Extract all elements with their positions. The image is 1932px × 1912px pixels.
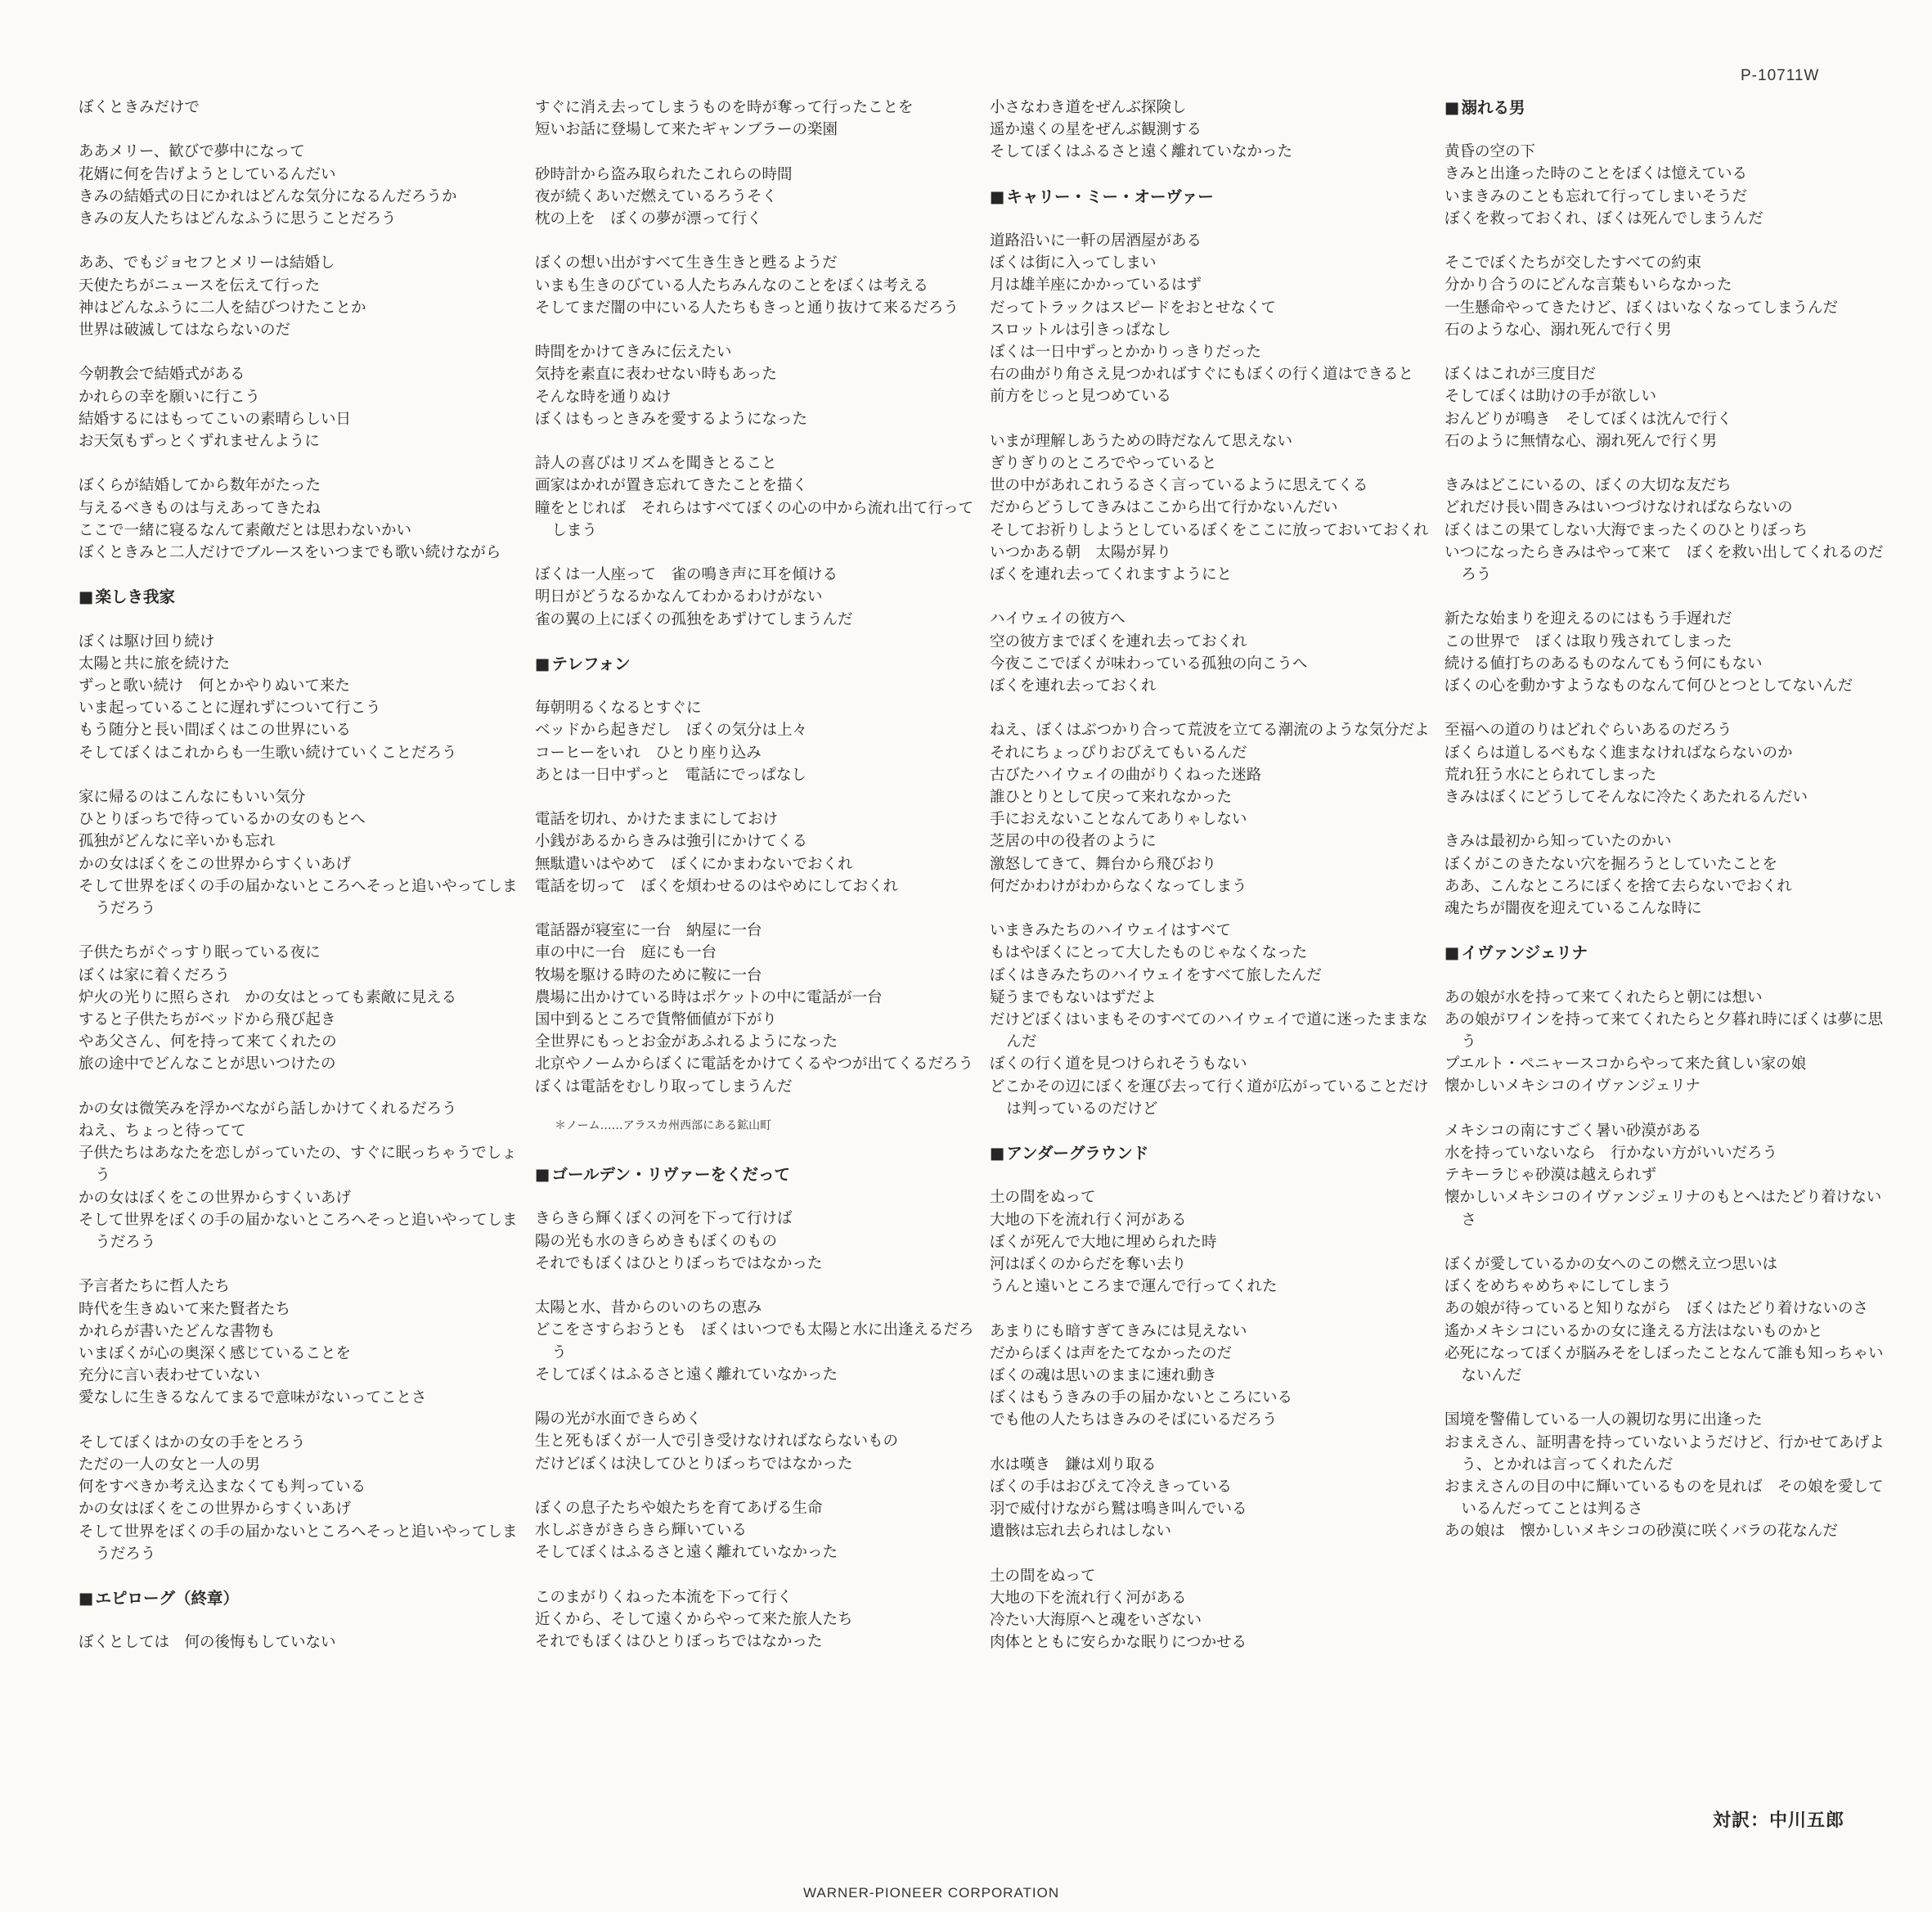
lyric-line: どれだけ長い間きみはいつづけなければならないの xyxy=(1445,499,1793,517)
lyric-line: 孤独がどんなに辛いかも忘れ xyxy=(79,833,276,851)
lyric-line: かれらの幸を願いに行こう xyxy=(79,388,261,406)
lyric-stanza xyxy=(79,786,520,920)
lyric-line: 小銭があるからきみは強引にかけてくる xyxy=(535,833,808,851)
lyric-line: もはやぼくにとって大したものじゃなくなった xyxy=(990,944,1308,962)
lyric-line: そしてぼくはかの女の手をとろう xyxy=(79,1433,306,1451)
lyric-line: プエルト・ペニャースコからやって来た貧しい家の娘 xyxy=(1445,1055,1807,1073)
lyric-line: うんと遠いところまで運んで行ってくれた xyxy=(990,1278,1278,1296)
lyrics-column-1 xyxy=(79,97,520,1676)
lyric-line: いまも生きのびている人たちみんなのことをぼくは考える xyxy=(535,277,929,295)
lyric-stanza xyxy=(535,97,977,141)
lyric-stanza xyxy=(990,920,1431,1120)
lyric-line: そしてぼくはふるさと遠く離れていなかった xyxy=(535,1365,838,1383)
lyric-line: 電話を切れ、かけたままにしておけ xyxy=(535,811,779,829)
lyric-line: かの女はぼくをこの世界からすくいあげ xyxy=(79,855,352,873)
lyric-line: 分かり合うのにどんな言葉もいらなかった xyxy=(1445,277,1732,295)
lyric-line: それでもぼくはひとりぼっちではなかった xyxy=(535,1633,823,1651)
lyric-line: ぼくがこのきたない穴を掘ろうとしていたことを xyxy=(1445,855,1778,873)
lyric-line: ああ、こんなところにぼくを捨て去らないでおくれ xyxy=(1445,877,1792,895)
lyric-line: 時代を生きぬいて来た賢者たち xyxy=(79,1300,291,1318)
lyric-line: 子供たちはあなたを恋しがっていたの、すぐに眠っちゃうでしょう xyxy=(79,1145,517,1185)
lyric-line: 瞳をとじれば それらはすべてぼくの心の中から流れ出て行ってしまう xyxy=(535,499,974,539)
lyric-line: ぼくの行く道を見つけられそうもない xyxy=(990,1055,1247,1073)
lyric-line: 予言者たちに哲人たち xyxy=(79,1278,231,1296)
lyric-line: 花婿に何を告げようとしているんだい xyxy=(79,165,336,183)
lyric-line: ぼくは街に入ってしまい xyxy=(990,254,1157,272)
lyric-line: それにちょっぴりおびえてもいるんだ xyxy=(990,744,1247,762)
lyric-line: かの女はぼくをこの世界からすくいあげ xyxy=(79,1500,352,1518)
lyric-stanza xyxy=(990,608,1431,697)
lyric-line: 遙かメキシコにいるかの女に逢える方法はないものかと xyxy=(1445,1322,1823,1340)
lyric-line: ぼくを連れ去ってくれますようにと xyxy=(990,566,1233,584)
lyric-line: あとは一日中ずっと 電話にでっぱなし xyxy=(535,766,806,784)
lyric-line: 土の間をぬって xyxy=(990,1189,1096,1207)
lyric-stanza xyxy=(79,363,520,452)
lyric-line: 至福への道のりはどれぐらいあるのだろう xyxy=(1445,722,1732,740)
lyric-line: 気持を素直に表わせない時もあった xyxy=(535,366,777,384)
lyric-line: 砂時計から盗み取られたこれらの時間 xyxy=(535,165,793,183)
lyric-stanza xyxy=(535,252,977,319)
lyric-stanza xyxy=(535,452,977,542)
lyric-line: 画家はかれが置き忘れてきたことを描く xyxy=(535,477,808,495)
lyric-line: 夜が続くあいだ燃えているろうそく xyxy=(535,187,778,205)
lyric-line: 愛なしに生きるなんてまるで意味がないってことさ xyxy=(79,1389,427,1407)
lyric-line: きみの友人たちはどんなふうに思うことだろう xyxy=(79,210,397,227)
lyric-line: ぼくの想い出がすべて生き生きと甦るようだ xyxy=(535,254,838,272)
lyric-line: ぼくはこれが三度目だ xyxy=(1445,366,1597,384)
lyric-line: 陽の光が水面できらめく xyxy=(535,1410,702,1428)
lyric-line: ぼくはきみたちのハイウェイをすべて旅したんだ xyxy=(990,966,1322,984)
lyric-line: あの娘が待っていると知りながら ぼくはたどり着けないのさ xyxy=(1445,1300,1869,1318)
lyric-line: 結婚するにはもってこいの素晴らしい日 xyxy=(79,410,352,428)
lyric-line: 神はどんなふうに二人を結びつけたことか xyxy=(79,299,366,317)
lyric-line: 土の間をぬって xyxy=(990,1567,1096,1585)
song-title: ■ アンダーグラウンド xyxy=(990,1142,1431,1164)
lyric-stanza xyxy=(535,1297,977,1386)
lyric-line: 続ける値打ちのあるものなんてもう何にもない xyxy=(1445,655,1763,673)
lyric-line: 国境を警備している一人の親切な男に出逢った xyxy=(1445,1411,1763,1429)
lyric-line: 生と死もぼくが一人で引き受けなければならないもの xyxy=(535,1433,899,1451)
lyric-stanza xyxy=(535,564,977,631)
lyric-line: 大地の下を流れ行く河がある xyxy=(990,1590,1187,1608)
lyric-stanza xyxy=(990,1186,1431,1298)
lyrics-column-4 xyxy=(1445,97,1886,1565)
lyric-line: ハイウェイの彼方へ xyxy=(990,610,1126,628)
song-title: ■ テレフォン xyxy=(535,653,977,675)
lyric-line: 疑うまでもないはずだよ xyxy=(990,988,1157,1006)
lyric-line: この世界で ぼくは取り残されてしまった xyxy=(1445,632,1732,650)
lyric-stanza xyxy=(1445,830,1886,920)
lyric-line: ぼくを救っておくれ、ぼくは死んでしまうんだ xyxy=(1445,209,1764,227)
lyric-line: ぼくが愛しているかの女へのこの燃え立つ思いは xyxy=(1445,1256,1778,1274)
lyric-stanza xyxy=(1445,608,1886,697)
lyric-line: 世界は破滅してはならないのだ xyxy=(79,322,291,339)
lyric-stanza xyxy=(990,1454,1431,1543)
lyric-line: ずっと歌い続け 何とかやりぬいて来た xyxy=(79,677,350,695)
lyric-stanza xyxy=(79,631,520,764)
lyric-line: 陽の光も水のきらめきもぼくのもの xyxy=(535,1232,778,1250)
lyric-line: おんどりが鳴き そしてぼくは沈んで行く xyxy=(1445,410,1732,428)
lyric-line: 小さなわき道をぜんぶ探険し xyxy=(990,99,1187,116)
lyric-line: ぼくは駆け回り続け xyxy=(79,632,215,650)
song-title: ■ イヴァンジェリナ xyxy=(1445,942,1886,964)
lyric-line: ぎりぎりのところでやっていると xyxy=(990,455,1217,473)
translator-credit: 対訳：中川五郎 xyxy=(1713,1811,1845,1831)
lyric-line: 遺骸は忘れ去られはしない xyxy=(990,1523,1172,1541)
lyric-line: 詩人の喜びはリズムを聞きとること xyxy=(535,455,777,473)
lyric-stanza xyxy=(1445,475,1886,586)
lyric-line: 車の中に一台 庭にも一台 xyxy=(535,944,717,962)
lyric-line: きみはぼくにどうしてそんなに冷たくあたれるんだい xyxy=(1445,789,1808,807)
lyric-line: 水しぶきがきらきら輝いている xyxy=(535,1522,748,1540)
lyric-line: 家に帰るのはこんなにもいい気分 xyxy=(79,789,306,806)
lyric-stanza xyxy=(1445,1120,1886,1231)
lyric-line: 石のような心、溺れ死んで行く男 xyxy=(1445,321,1672,339)
lyric-line: 旅の途中でどんなことが思いつけたの xyxy=(79,1055,336,1073)
lyric-stanza xyxy=(79,1631,520,1653)
lyric-line: ぼくの息子たちや娘たちを育てあげる生命 xyxy=(535,1500,823,1517)
lyric-line: ぼくらは道しるべもなく進まなければならないのか xyxy=(1445,744,1793,762)
lyric-line: ぼくは一人座って 雀の鳴き声に耳を傾ける xyxy=(535,566,838,584)
lyric-line: いまきみたちのハイウェイはすべて xyxy=(990,922,1231,940)
lyric-line: かれらが書いたどんな書物も xyxy=(79,1322,276,1340)
song-title: ■ 楽しき我家 xyxy=(79,586,520,608)
lyric-line: 子供たちがぐっすり眠っている夜に xyxy=(79,944,321,962)
lyric-stanza xyxy=(79,475,520,564)
lyric-stanza xyxy=(535,164,977,231)
lyric-line: ぼくは電話をむしり取ってしまうんだ xyxy=(535,1077,793,1095)
lyric-line: 今朝教会で結婚式がある xyxy=(79,366,245,384)
lyric-line: 近くから、そして遠くからやって来た旅人たち xyxy=(535,1611,853,1628)
lyric-line: そしてぼくはこれからも一生歌い続けていくことだろう xyxy=(79,744,457,762)
lyric-line: ただの一人の女と一人の男 xyxy=(79,1456,261,1474)
lyric-line: 今夜ここでぼくが味わっている孤独の向こうへ xyxy=(990,655,1308,673)
lyric-line: きみと出逢った時のことをぼくは憶えている xyxy=(1445,165,1748,183)
song-title: ■ キャリー・ミー・オーヴァー xyxy=(990,186,1431,208)
lyric-line: 何だかわけがわからなくなってしまう xyxy=(990,877,1247,895)
lyric-line: そして世界をぼくの手の届かないところへそっと追いやってしまうだろう xyxy=(79,1523,518,1563)
lyric-line: 芝居の中の役者のように xyxy=(990,833,1157,851)
footnote: ＊ノーム……アラスカ州西部にある鉱山町 xyxy=(555,1119,772,1132)
lyric-line: いま起っていることに遅れずについて行こう xyxy=(79,700,381,718)
lyric-line: それでもぼくはひとりぼっちではなかった xyxy=(535,1254,823,1272)
lyric-line: そんな時を通りぬけ xyxy=(535,388,672,406)
lyric-line: ぼくの心を動かすようなものなんて何ひとつとしてないんだ xyxy=(1445,677,1853,695)
lyric-stanza xyxy=(1445,1253,1886,1387)
lyric-line: 電話を切って ぼくを煩わせるのはやめにしておくれ xyxy=(535,877,899,895)
lyric-line: ベッドから起きだし ぼくの気分は上々 xyxy=(535,722,808,740)
lyric-line: いまぼくが心の奥深く感じていることを xyxy=(79,1345,352,1363)
lyric-line: そしてぼくはふるさと遠く離れていなかった xyxy=(535,1544,838,1562)
lyric-line: だからどうしてきみはここから出て行かないんだい xyxy=(990,499,1338,517)
lyric-line: 必死になってぼくが脳みそをしぼったことなんて誰も知っちゃいないんだ xyxy=(1445,1344,1884,1385)
lyric-stanza xyxy=(535,1497,977,1564)
lyric-line: 古びたハイウェイの曲がりくねった迷路 xyxy=(990,766,1262,784)
lyric-line: 明日がどうなるかなんてわかるわけがない xyxy=(535,588,823,606)
lyric-line: 懐かしいメキシコのイヴァンジェリナのもとへはたどり着けないさ xyxy=(1445,1189,1882,1229)
lyric-line: 全世界にもっとお金があふれるようになった xyxy=(535,1033,838,1051)
lyric-line: すぐに消え去ってしまうものを時が奪って行ったことを xyxy=(535,99,914,116)
lyric-line: 毎朝明るくなるとすぐに xyxy=(535,700,702,718)
lyric-line: 肉体とともに安らかな眠りにつかせる xyxy=(990,1634,1247,1652)
lyric-line: 世の中があれこれうるさく言っているように思えてくる xyxy=(990,477,1368,495)
lyric-line: 何をすべきか考え込まなくても判っている xyxy=(79,1478,366,1496)
lyric-line: 遥か遠くの星をぜんぶ観測する xyxy=(990,121,1202,139)
lyric-line: スロットルは引きっぱなし xyxy=(990,321,1171,339)
lyric-stanza xyxy=(990,719,1431,898)
lyric-stanza xyxy=(1445,1409,1886,1542)
lyric-line: そしてお祈りしようとしているぼくをここに放っておいておくれ xyxy=(990,521,1429,539)
lyric-line: そして世界をぼくの手の届かないところへそっと追いやってしまうだろう xyxy=(79,877,518,918)
lyric-line: かの女は微笑みを浮かべながら話しかけてくれるだろう xyxy=(79,1100,457,1118)
lyric-line: 炉火の光りに照らされ かの女はとっても素敵に見える xyxy=(79,988,457,1006)
lyric-line: お天気もずっとくずれませんように xyxy=(79,433,320,450)
lyric-line: 黄昏の空の下 xyxy=(1445,143,1536,161)
lyric-line: ぼくは家に着くだろう xyxy=(79,966,231,984)
lyric-line: そしてぼくはふるさと遠く離れていなかった xyxy=(990,143,1293,161)
lyric-stanza xyxy=(79,141,520,230)
lyric-stanza xyxy=(1445,987,1886,1098)
lyric-line: いつかある朝 太陽が昇り xyxy=(990,543,1172,561)
lyric-line: きらきら輝くぼくの河を下って行けば xyxy=(535,1210,793,1228)
lyric-line: きみは最初から知っていたのかい xyxy=(1445,833,1672,851)
lyric-line: 右の曲がり角さえ見つかればすぐにもぼくの行く道はできると xyxy=(990,366,1414,384)
lyric-line: 水を持っていないなら 行かない方がいいだろう xyxy=(1445,1145,1778,1163)
lyric-line: 懐かしいメキシコのイヴァンジェリナ xyxy=(1445,1077,1701,1095)
lyric-line: ぼくを連れ去っておくれ xyxy=(990,677,1157,695)
lyric-line: おまえさん、証明書を持っていないようだけど、行かせてあげよう、とかれは言ってくれたんだ xyxy=(1445,1433,1885,1473)
lyric-line: どこかその辺にぼくを運び去って行く道が広がっていることだけは判っているのだけど xyxy=(990,1077,1429,1118)
lyric-line: おまえさんの目の中に輝いているものを見れば その娘を愛しているんだってことは判るさ xyxy=(1445,1478,1884,1518)
lyric-line: ここで一緒に寝るなんて素敵だとは思わないかい xyxy=(79,521,412,539)
lyric-line: 水は嘆き 鎌は刈り取る xyxy=(990,1455,1157,1473)
lyric-line: 前方をじっと見つめている xyxy=(990,388,1172,406)
lyric-line: 月は雄羊座にかかっているはず xyxy=(990,277,1202,295)
lyric-line: だけどぼくは決してひとりぼっちではなかった xyxy=(535,1455,853,1473)
lyric-line: 電話器が寝室に一台 納屋に一台 xyxy=(535,922,762,940)
lyric-line: だってトラックはスピードをおとせなくて xyxy=(990,299,1277,317)
lyric-stanza xyxy=(990,1320,1431,1432)
lyric-line: 太陽と共に旅を続けた xyxy=(79,655,231,673)
lyric-line: あまりにも暗すぎてきみには見えない xyxy=(990,1322,1247,1340)
lyric-line: 太陽と水、昔からのいのちの恵み xyxy=(535,1299,762,1317)
lyric-line: 羽で威付けながら鷲は鳴き叫んでいる xyxy=(990,1500,1247,1518)
lyric-line: 道路沿いに一軒の居酒屋がある xyxy=(990,232,1202,250)
lyric-stanza xyxy=(990,97,1431,164)
lyric-line: ああメリー、歓びで夢中になって xyxy=(79,143,305,161)
lyric-stanza xyxy=(535,808,977,898)
lyric-line: 雀の翼の上にぼくの孤独をあずけてしまうんだ xyxy=(535,610,853,628)
lyric-line: メキシコの南にすごく暑い砂漠がある xyxy=(1445,1122,1702,1140)
lyric-line: 荒れ狂う水にとられてしまった xyxy=(1445,766,1657,784)
lyric-line: 激怒してきて、舞台から飛びおり xyxy=(990,855,1217,873)
lyric-line: あの娘は 懐かしいメキシコの砂漠に咲くバラの花なんだ xyxy=(1445,1523,1838,1541)
lyric-line: 無駄遣いはやめて ぼくにかまわないでおくれ xyxy=(535,855,853,873)
catalog-number: P-10711W xyxy=(1741,67,1820,84)
lyric-line: だけどぼくはいまもそのすべてのハイウェイで道に迷ったままなんだ xyxy=(990,1011,1428,1051)
lyric-line: ひとりぼっちで待っているかの女のもとへ xyxy=(79,811,366,829)
lyric-line: きみはどこにいるの、ぼくの大切な友だち xyxy=(1445,477,1732,495)
lyric-line: 冷たい大海原へと魂をいざない xyxy=(990,1612,1202,1630)
lyric-stanza xyxy=(79,942,520,1075)
song-title: ■ エピローグ（終章） xyxy=(79,1587,520,1609)
song-title: ■ 溺れる男 xyxy=(1445,97,1886,119)
lyric-line: あの娘がワインを持って来てくれたらと夕暮れ時にぼくは夢に思う xyxy=(1445,1010,1883,1051)
lyric-stanza xyxy=(990,1565,1431,1654)
lyric-line: ぼくらが結婚してから数年がたった xyxy=(79,477,321,495)
lyric-line: ぼくはもっときみを愛するようになった xyxy=(535,410,808,428)
lyric-line: 新たな始まりを迎えるのにはもう手遅れだ xyxy=(1445,610,1732,628)
lyric-line: ぼくをめちゃめちゃにしてしまう xyxy=(1445,1278,1672,1296)
lyric-stanza xyxy=(535,341,977,430)
lyric-line: 一生懸命やってきたけど、ぼくはいなくなってしまうんだ xyxy=(1445,299,1839,317)
lyric-line: 牧場を駆ける時のために鞍に一台 xyxy=(535,966,762,984)
lyric-stanza xyxy=(990,230,1431,408)
lyric-stanza xyxy=(990,430,1431,586)
lyric-stanza xyxy=(79,1098,520,1253)
lyric-line: すると子供たちがベッドから飛び起き xyxy=(79,1011,336,1029)
song-title: ■ ゴールデン・リヴァーをくだって xyxy=(535,1163,977,1185)
lyric-line: だからぼくは声をたてなかったのだ xyxy=(990,1344,1233,1362)
lyric-stanza xyxy=(79,252,520,341)
lyric-line: このまがりくねった本流を下って行く xyxy=(535,1588,793,1606)
lyric-line: いつになったらきみはやって来て ぼくを救い出してくれるのだろう xyxy=(1445,543,1884,584)
lyric-line: いまきみのことも忘れて行ってしまいそうだ xyxy=(1445,187,1748,205)
lyric-line: やあ父さん、何を持って来てくれたの xyxy=(79,1033,337,1051)
lyric-line: 枕の上を ぼくの夢が漂って行く xyxy=(535,210,762,227)
lyric-stanza xyxy=(79,1432,520,1565)
lyric-line: 手におえないことなんてありゃしない xyxy=(990,811,1247,829)
lyric-stanza xyxy=(1445,252,1886,341)
lyric-line: ねえ、ぼくはぶつかり合って荒波を立てる潮流のような気分だよ xyxy=(990,722,1430,740)
lyric-stanza xyxy=(1445,141,1886,230)
lyric-line: 北京やノームからぼくに電話をかけてくるやつが出てくるだろう xyxy=(535,1055,973,1073)
lyric-line: 魂たちが闇夜を迎えているこんな時に xyxy=(1445,900,1702,918)
lyric-line: きみの結婚式の日にかれはどんな気分になるんだろうか xyxy=(79,187,457,205)
lyrics-column-3 xyxy=(990,97,1431,1676)
lyric-stanza xyxy=(79,1275,520,1409)
lyric-line: 大地の下を流れ行く河がある xyxy=(990,1211,1187,1229)
lyric-line: ぼくときみと二人だけでブルースをいつまでも歌い続けながら xyxy=(79,544,501,561)
lyric-line: 誰ひとりとして戻って来れなかった xyxy=(990,789,1233,807)
lyric-line: かの女はぼくをこの世界からすくいあげ xyxy=(79,1189,352,1207)
lyric-line: ぼくの手はおびえて冷えきっている xyxy=(990,1478,1233,1496)
lyric-line: ぼくはこの果てしない大海でまったくのひとりぼっち xyxy=(1445,521,1808,539)
lyric-line: 時間をかけてきみに伝えたい xyxy=(535,344,732,362)
lyric-line: テキーラじゃ砂漠は越えられず xyxy=(1445,1167,1657,1185)
lyric-line: コーヒーをいれ ひとり座り込み xyxy=(535,744,762,762)
lyric-line: いまが理解しあうための時だなんて思えない xyxy=(990,432,1293,450)
lyric-line: 天使たちがニュースを伝えて行った xyxy=(79,277,321,295)
lyric-stanza xyxy=(535,697,977,786)
lyric-stanza xyxy=(535,1586,977,1653)
lyric-stanza xyxy=(1445,719,1886,808)
lyric-line: そしてぼくは助けの手が欲しい xyxy=(1445,388,1657,406)
lyric-line: そこでぼくたちが交したすべての約束 xyxy=(1445,254,1702,272)
lyric-line: ぼくは一日中ずっとかかりっきりだった xyxy=(990,344,1261,362)
lyrics-column-2 xyxy=(535,97,977,1676)
lyric-line: ぼくはもうきみの手の届かないところにいる xyxy=(990,1389,1293,1407)
lyric-stanza xyxy=(1445,363,1886,452)
lyric-line: 空の彼方までぼくを連れ去っておくれ xyxy=(990,632,1247,650)
lyric-line: 石のように無情な心、溺れ死んで行く男 xyxy=(1445,432,1718,450)
lyric-line: 国中到るところで貨幣価値が下がり xyxy=(535,1011,777,1028)
lyric-line: ああ、でもジョセフとメリーは結婚し xyxy=(79,254,335,272)
lyric-line: 河はぼくのからだを奪い去り xyxy=(990,1256,1187,1274)
lyric-line: 短いお話に登場して来たギャンブラーの楽園 xyxy=(535,121,838,139)
lyric-line: あの娘が水を持って来てくれたらと朝には想い xyxy=(1445,988,1763,1006)
lyric-line: 与えるべきものは与えあってきたね xyxy=(79,499,321,517)
lyric-line: そして世界をぼくの手の届かないところへそっと追いやってしまうだろう xyxy=(79,1211,518,1252)
lyric-line: もう随分と長い間ぼくはこの世界にいる xyxy=(79,722,352,740)
lyric-line: ぼくときみだけで xyxy=(79,99,200,116)
lyric-stanza xyxy=(535,1408,977,1475)
lyric-line: 農場に出かけている時はポケットの中に電話が一台 xyxy=(535,988,883,1006)
lyric-line: でも他の人たちはきみのそばにいるだろう xyxy=(990,1411,1278,1429)
lyric-line: そしてまだ闇の中にいる人たちもきっと通り抜けて来るだろう xyxy=(535,299,959,317)
lyric-line: ぼくとしては 何の後悔もしていない xyxy=(79,1634,336,1652)
lyric-stanza xyxy=(79,97,520,119)
lyric-line: ぼくの魂は思いのままに速れ動き xyxy=(990,1367,1217,1385)
lyric-stanza xyxy=(535,1208,977,1275)
lyric-stanza xyxy=(535,920,977,1098)
lyric-line: ねえ、ちょっと待ってて xyxy=(79,1122,246,1140)
lyric-line: ぼくが死んで大地に埋められた時 xyxy=(990,1233,1217,1251)
lyric-line: 充分に言い表わせていない xyxy=(79,1367,261,1385)
publisher-footer: WARNER-PIONEER CORPORATION xyxy=(803,1885,1060,1901)
lyric-line: どこをさすらおうとも ぼくはいつでも太陽と水に出逢えるだろう xyxy=(535,1321,974,1361)
